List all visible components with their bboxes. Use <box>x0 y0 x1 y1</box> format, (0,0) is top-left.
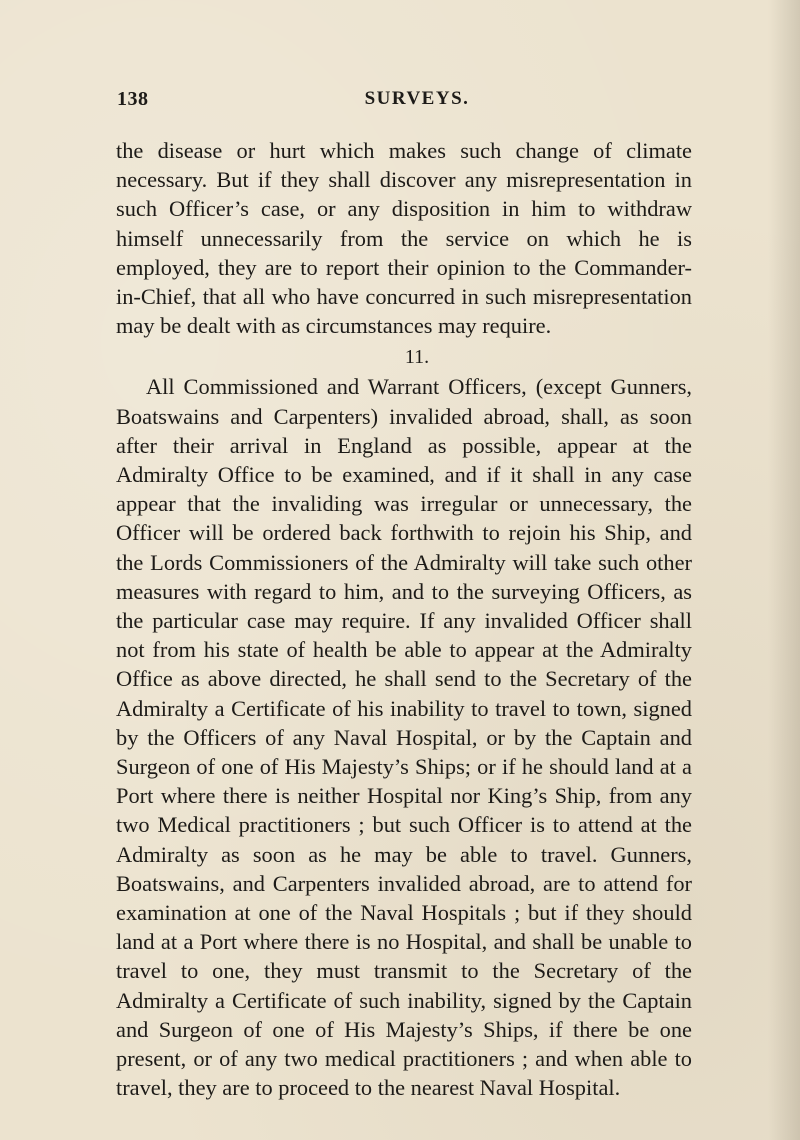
body-text <box>116 136 692 1103</box>
paragraph-continued: the disease or hurt which makes such change of climate necessary. But if they shall discover any misrepresentation in such Officer’s case, or any disposition in him to withdraw himself unnecessarily from the service on which he is employed, they are to report their opinion to the Commander-in-Chief, that all who have concurred in such misrepresentation may be dealt with as circumstances may require. <box>116 138 692 339</box>
section-number: 11. <box>404 346 430 369</box>
page-number: 138 <box>117 88 149 110</box>
paragraph-section-11: All Commissioned and Warrant Officers, (except Gunners, Boatswains and Carpenters) invalided abroad, shall, as soon after their arrival in England as possible, appear at the Admiralty Office to be examined, and if it shall in any case appear that the invaliding was irregular or unnecessary, the Officer will be ordered back forthwith to rejoin his Ship, and the Lords Commissioners of the Admiralty will take such other measures with regard to him, and to the surveying Officers, as the particular case may require. If any invalided Officer shall not from his state of health be able to appear at the Admiralty Office as above directed, he shall send to the Secretary of the Admiralty a Certificate of his inability to travel to town, signed by the Officers of any Naval Hospital, or by the Captain and Surgeon of one of His Majesty’s Ships; or if he should land at a Port where there is neither Hospital nor King’s Ship, from any two Medical practitioners ; but such Officer is to attend at the Admiralty as soon as he may be able to travel. Gunners, Boatswains, and Carpenters invalided abroad, are to attend for examination at one of the Naval Hospitals ; but if they should land at a Port where there is no Hospital, and shall be unable to travel to one, they must transmit to the Secretary of the Admiralty a Certificate of such inability, signed by the Captain and Surgeon of one of His Majesty’s Ships, if there be one present, or of any two medical practitioners ; and when able to travel, they are to proceed to the nearest Naval Hospital. <box>116 374 692 1101</box>
running-head: SURVEYS. <box>364 88 470 109</box>
page-header <box>117 88 687 112</box>
